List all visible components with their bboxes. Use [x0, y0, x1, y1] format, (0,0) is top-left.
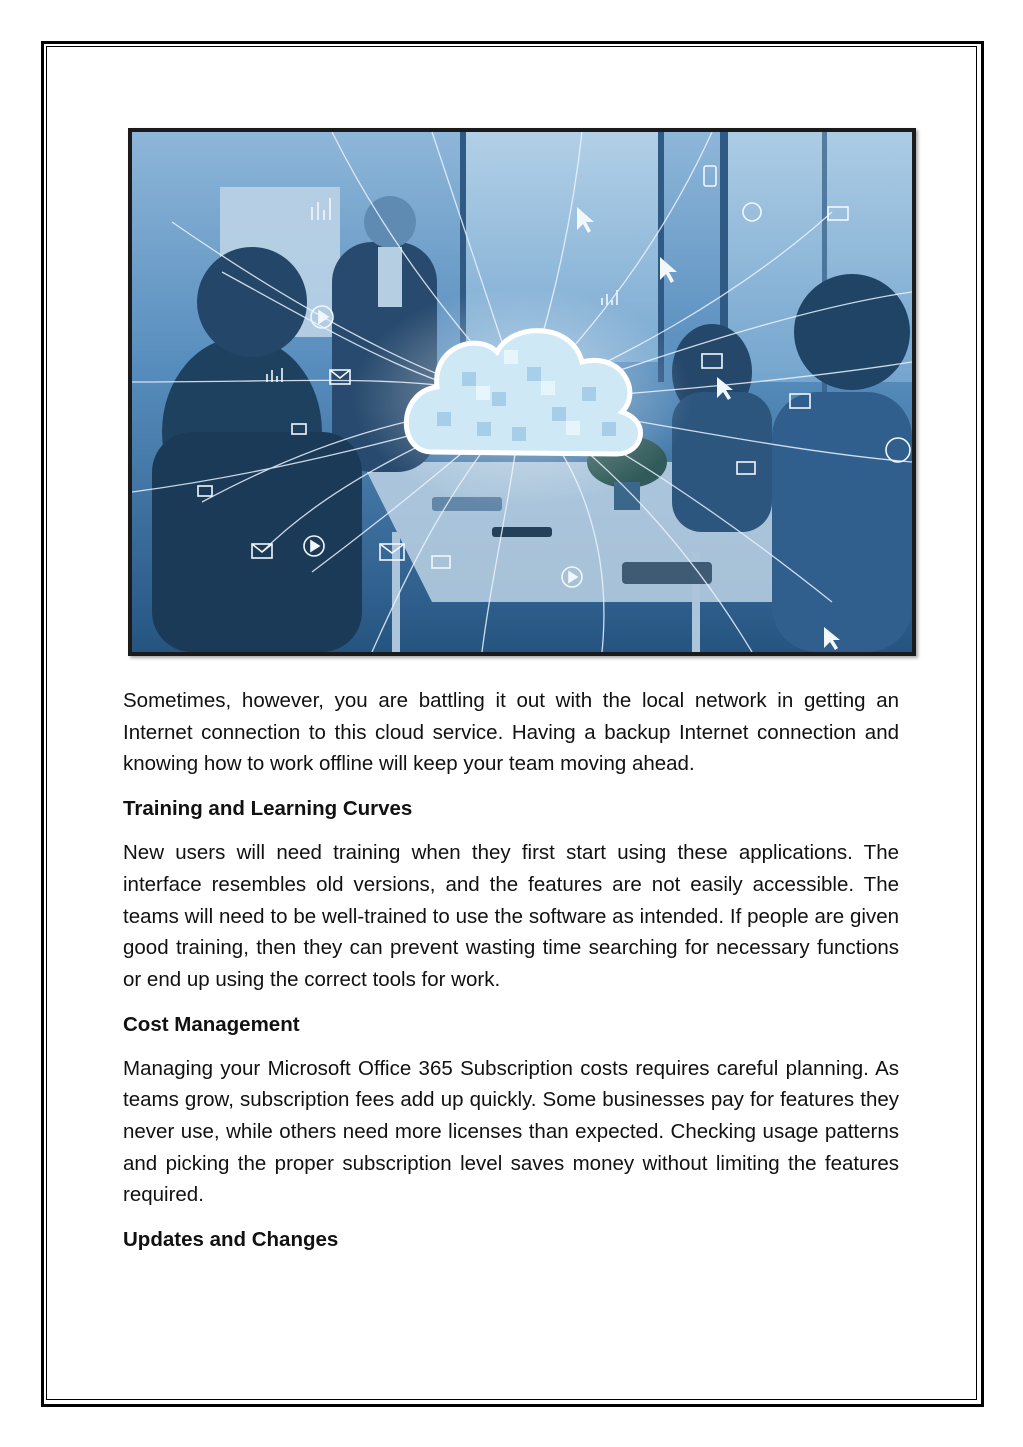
updates-heading: Updates and Changes — [123, 1228, 339, 1252]
article-body — [123, 685, 899, 1268]
cost-paragraph: Managing your Microsoft Office 365 Subscription costs requires careful planning. As teams grow, subscription fees add up quickly. Some businesses pay for features they never use, while others need more licenses than expected. Checking usage patterns and picking the proper subscription level saves money without limiting the features required. — [123, 1056, 899, 1207]
intro-paragraph: Sometimes, however, you are battling it out with the local network in getting an Internet connection to this cloud service. Having a backup Internet connection and knowing how to work offline will keep your team moving ahead. — [123, 689, 899, 776]
training-paragraph: New users will need training when they first start using these applications. The interface resembles old versions, and the features are not easily accessible. The teams will need to be well-trained to use the software as intended. If people are given good training, then they can prevent wasting time searching for necessary functions or end up using the correct tools for work. — [123, 841, 899, 991]
cloud-meeting-photo — [128, 128, 916, 656]
training-heading: Training and Learning Curves — [123, 797, 413, 821]
photo-illustration — [132, 132, 912, 652]
cost-heading: Cost Management — [123, 1012, 300, 1036]
